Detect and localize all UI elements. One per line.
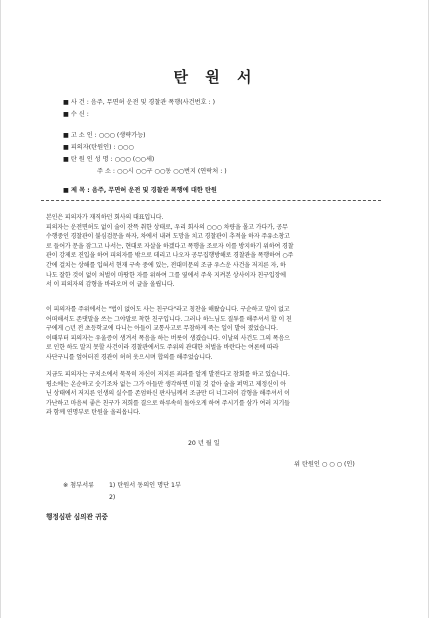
signature-line: 위 탄원인 ○ ○ ○ (인) xyxy=(294,461,355,468)
accused-line: ■ 피의자(탄원인) : ○○○ xyxy=(63,144,134,151)
body-paragraph-2: 이 피의자를 주위에서는 "법이 없어도 사는 친구다"라고 칭찬을 해왔습니다. 구순하고 말이 없고 어떠해서도 존댓말을 쓰는 그야말로 착한 친구입니다. 그러나 하느님도 질투를 해주셔서 할 이 친 구에게 ○년 전 초등학교에 다니는 아들이 교통사고로 무참하게 죽는 일이 발어 졌었습니다. 이때부터 피의자는 우울증이 생겨서 폭음을 하는 버릇이 생겼습니다. 이날의 사건도 그의 폭음으 로 인한 하도 말지 못할 사건이라 경찰관에서도 주위의 관대한 처벌을 바란다는 여론에 따라 사단구니를 엎어터진 경관이 허허 웃으시며 합의를 해주었습니다. xyxy=(46,306,292,361)
attachment-item-2: 2) xyxy=(109,494,116,501)
divider xyxy=(41,200,381,201)
body-paragraph-3: 지금도 피의자는 구치소에서 묵묵히 자신이 저지른 죄과를 알게 발전다고 참회를 하고 있습니다. 평소에는 온순하고 숫기조차 없는 그가 아들만 생각하면 미칠 것 같아 술을 퍼먹고 제정신이 아 닌 상태에서 저지른 인생의 실수를 존엄하신 판사님께서 조금만 더 너그러이 감형을 해주셔서 이 가난하고 마음씨 좋은 친구가 저희를 결으로 하루속히 돌아오게 하여 주시기를 삼가 여러 지기들 과 함께 연명부로 탄원을 올리옵니다. xyxy=(46,371,290,417)
petitioner-name-line: ■ 탄 원 인 성 명 : ○○○ (○○세) xyxy=(63,156,155,163)
addressee-line: 행정심판 심의관 귀중 xyxy=(46,513,108,521)
recipient-line: ■ 수 신 : xyxy=(63,111,89,118)
subject-line: ■ 제 목 : 음주, 무면허 운전 및 경찰관 폭행에 대한 탄원 xyxy=(63,187,217,194)
case-line: ■ 사 건 : 음주, 무면허 운전 및 경찰관 폭행(사건번호 : ) xyxy=(63,99,216,106)
date-line: 20 년 월 일 xyxy=(188,440,220,447)
attachments-label: ※ 첨부서류 xyxy=(63,482,95,489)
attachment-item-1: 1) 탄원서 동의인 명단 1부 xyxy=(109,482,181,489)
petitioner-line: ■ 고 소 인 : ○○○ (생략가능) xyxy=(63,132,146,139)
document-title: 탄 원 서 xyxy=(173,68,258,86)
address-line: 주 소 : ○○시 ○○구 ○○동 ○○번지 (연락처 : ) xyxy=(97,168,227,175)
body-paragraph-1: 본인은 피의자가 재직하던 회사의 대표입니다. 피의자는 운전면허도 없이 술이 잔뜩 취한 상태로, 우리 회사의 ○○○ 차량을 몰고 가다가, 공무 수행중인 경찰관이 불심검문을 하자, 차에서 내려 도망을 치고 경찰관이 추적을 하자 주유소창고 로 들어가 문을 잠그고 나서는, 현대로 자살을 하겠다고 폭행을 조로자 이를 방지하기 위하여 경찰 관이 강제로 진입을 하여 피의자를 밖으로 데리고 나오자 공무집행방해로 경찰관을 폭행하여 ○주 간에 걸치는 상해를 입혀서 현재 구속 중에 있는, 전대미문의 조금 우스운 사건을 저지른 자, 하 나도 잘한 것이 없이 처벌이 마땅한 자를 위하여 그를 옆에서 주욱 지켜본 상사이자 친구입장에 서 이 피의자의 감형을 바라오며 이 글을 올립니다. xyxy=(46,214,294,289)
